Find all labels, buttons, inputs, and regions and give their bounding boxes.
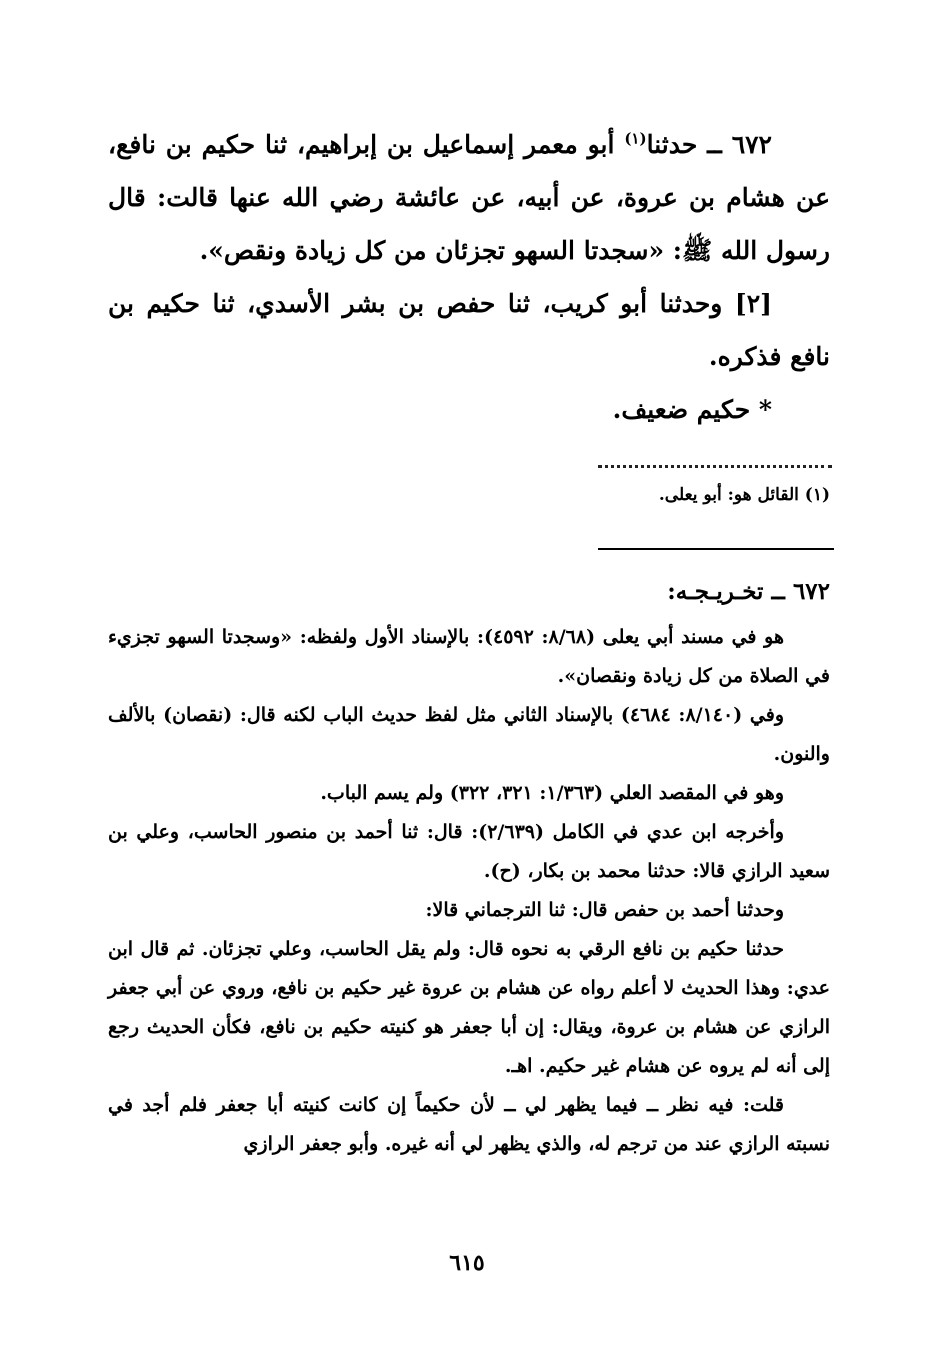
hadith-text [108,118,830,436]
takhrij-paragraph: وحدثنا أحمد بن حفص قال: ثنا الترجماني قالا: [425,899,784,921]
hadith-paragraph-1 [108,118,830,277]
footnote: (١) القائل هو: أبو يعلى. [658,485,830,505]
takhrij-paragraph: قلت: فيه نظر ــ فيما يظهر لي ــ لأن حكيماً إن كانت كنيته أبا جعفر فلم أجد في نسبته الرازي عند من ترجم له، والذي يظهر لي أنه غيره. وأبو جعفر الرازي [108,1094,830,1155]
hadith-paragraph-2: [٢] وحدثنا أبو كريب، ثنا حفص بن بشر الأسدي، ثنا حكيم بن نافع فذكره. [108,289,830,371]
takhrij-paragraph: وفي (٨/١٤٠: ٤٦٨٤) بالإسناد الثاني مثل لفظ حديث الباب لكنه قال: (نقصان) بالألف والنون. [108,704,830,765]
hadith-number-text: ٦٧٢ ــ حدثنا [646,130,772,159]
takhrij-text [108,618,830,1164]
hadith-verdict: * حكيم ضعيف. [612,395,772,424]
takhrij-paragraph: وأخرجه ابن عدي في الكامل (٢/٦٣٩): قال: ثنا أحمد بن منصور الحاسب، وعلي بن سعيد الرازي قالا: حدثنا محمد بن بكار، (ح). [108,821,830,882]
hadith-paragraph-1-text: أبو معمر إسماعيل بن إبراهيم، ثنا حكيم بن نافع، عن هشام بن عروة، عن أبيه، عن عائشة رضي الله عنها قالت: قال رسول الله ﷺ: «سجدتا السهو تجزئان من كل زيادة ونقص». [108,130,830,265]
footnote-reference: (١) [624,129,647,148]
section-divider [598,548,834,550]
takhrij-heading: ٦٧٢ ــ تخـريـجـه: [667,578,830,605]
takhrij-paragraph: هو في مسند أبي يعلى (٨/٦٨: ٤٥٩٢): بالإسناد الأول ولفظه: «وسجدتا السهو تجزيء في الصلاة من كل زيادة ونقصان». [108,626,830,687]
page-number: ٦١٥ [449,1250,485,1276]
footnote-separator [598,455,832,468]
takhrij-paragraph: وهو في المقصد العلي (١/٣٦٣: ٣٢١، ٣٢٢) ولم يسم الباب. [320,782,784,804]
takhrij-paragraph: حدثنا حكيم بن نافع الرقي به نحوه قال: ولم يقل الحاسب، وعلي تجزئان. ثم قال ابن عدي: وهذا الحديث لا أعلم رواه عن هشام بن عروة غير حكيم بن نافع، وروي عن أبي جعفر الرازي عن هشام بن عروة، ويقال: إن أبا جعفر هو كنيته حكيم بن نافع، فكأن الحديث رجع إلى أنه لم يروه عن هشام غير حكيم. اهـ. [108,938,830,1077]
